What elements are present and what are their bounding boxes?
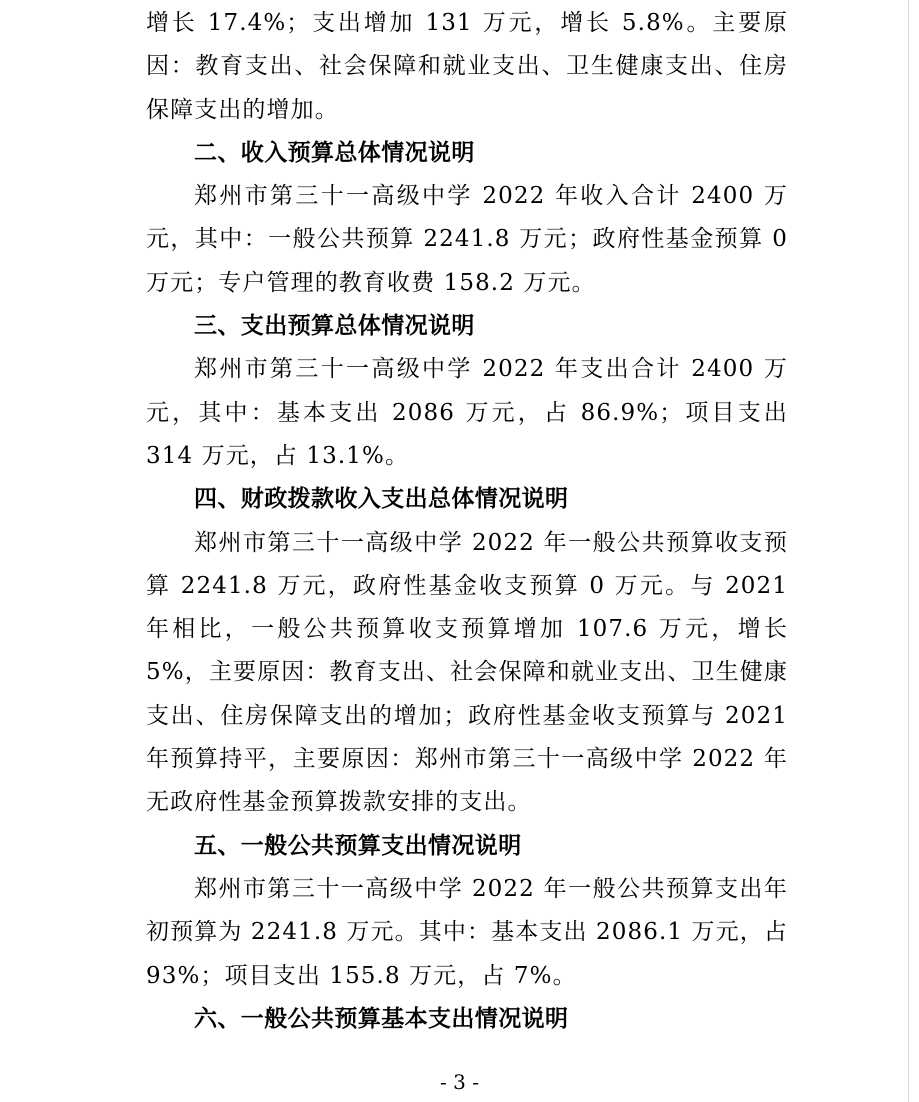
section-heading-general-public-basic-expenditure: 六、一般公共预算基本支出情况说明 — [194, 1005, 569, 1032]
document-content — [146, 2, 788, 1041]
fiscal-appropriation-paragraph: 郑州市第三十一高级中学 2022 年一般公共预算收支预算 2241.8 万元，政府性基金收支预算 0 万元。与 2021 年相比，一般公共预算收支预算增加 107.6 万元，增长 5%，主要原因：教育支出、社会保障和就业支出、卫生健康支出、住房保障支出的增加；政府性基金收支预算与 2021 年预算持平，主要原因：郑州市第三十一高级中学 2022 年无政府性基金预算拨款安排的支出。 — [146, 529, 788, 816]
section-heading-income-budget: 二、收入预算总体情况说明 — [194, 139, 475, 166]
page-number: - 3 - — [440, 1070, 479, 1094]
section-heading-expenditure-budget: 三、支出预算总体情况说明 — [194, 313, 475, 340]
expenditure-budget-paragraph: 郑州市第三十一高级中学 2022 年支出合计 2400 万元，其中：基本支出 2086 万元，占 86.9%；项目支出 314 万元，占 13.1%。 — [146, 356, 788, 469]
income-budget-paragraph: 郑州市第三十一高级中学 2022 年收入合计 2400 万元，其中：一般公共预算 2241.8 万元；政府性基金预算 0 万元；专户管理的教育收费 158.2 万元。 — [146, 183, 788, 296]
continuation-paragraph: 增长 17.4%；支出增加 131 万元，增长 5.8%。主要原因：教育支出、社会保障和就业支出、卫生健康支出、住房保障支出的增加。 — [146, 10, 788, 123]
general-public-expenditure-paragraph: 郑州市第三十一高级中学 2022 年一般公共预算支出年初预算为 2241.8 万元。其中：基本支出 2086.1 万元，占 93%；项目支出 155.8 万元，占 7%。 — [146, 875, 788, 989]
section-heading-fiscal-appropriation: 四、财政拨款收入支出总体情况说明 — [194, 486, 569, 513]
section-heading-general-public-expenditure: 五、一般公共预算支出情况说明 — [194, 832, 522, 859]
page-edge-divider — [908, 0, 909, 1102]
